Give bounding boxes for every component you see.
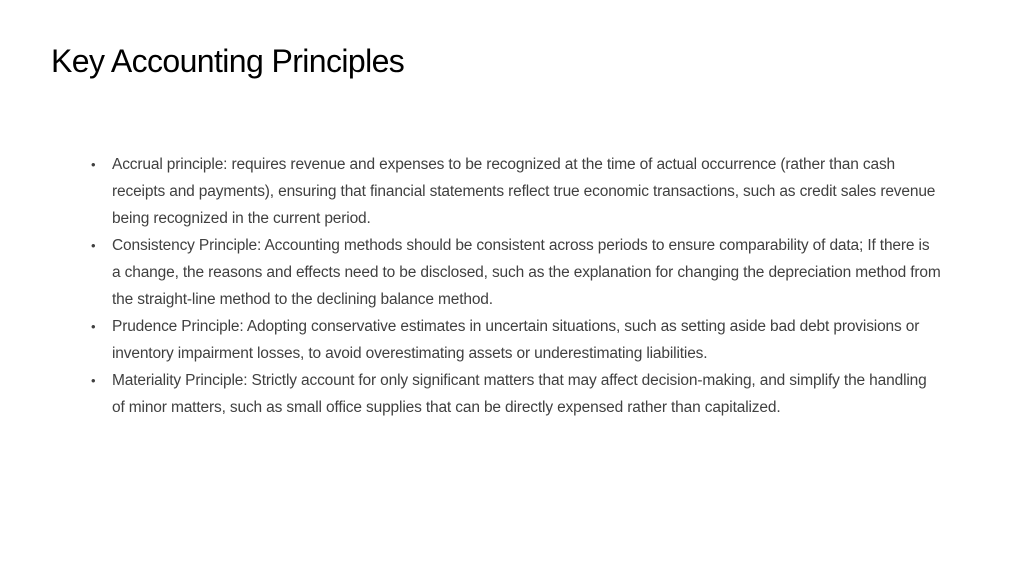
slide-title: Key Accounting Principles [51, 43, 405, 79]
bullet-consistency-principle [91, 232, 941, 313]
bullet-list [91, 151, 941, 421]
bullet-marker: • [91, 319, 96, 334]
bullet-text: Accrual principle: requires revenue and expenses to be recognized at the time of actual occurrence (rather than cash receipts and payments), ensuring that financial statements reflect true economic transactions, such as credit sales revenue being recognized in the current period. [112, 156, 936, 227]
bullet-marker: • [91, 238, 96, 253]
bullet-marker: • [91, 157, 96, 172]
bullet-text: Prudence Principle: Adopting conservative estimates in uncertain situations, such as setting aside bad debt provisions or inventory impairment losses, to avoid overestimating assets or underestimating liabilities. [112, 318, 920, 362]
bullet-prudence-principle [91, 313, 941, 367]
bullet-accrual-principle [91, 151, 941, 232]
bullet-text: Consistency Principle: Accounting methods should be consistent across periods to ensure comparability of data; If there is a change, the reasons and effects need to be disclosed, such as the explanation for changing the depreciation method from the straight-line method to the declining balance method. [112, 237, 941, 308]
bullet-materiality-principle [91, 367, 941, 421]
bullet-text: Materiality Principle: Strictly account for only significant matters that may affect decision-making, and simplify the handling of minor matters, such as small office supplies that can be directly expensed rather than capitalized. [112, 372, 927, 416]
bullet-marker: • [91, 373, 96, 388]
